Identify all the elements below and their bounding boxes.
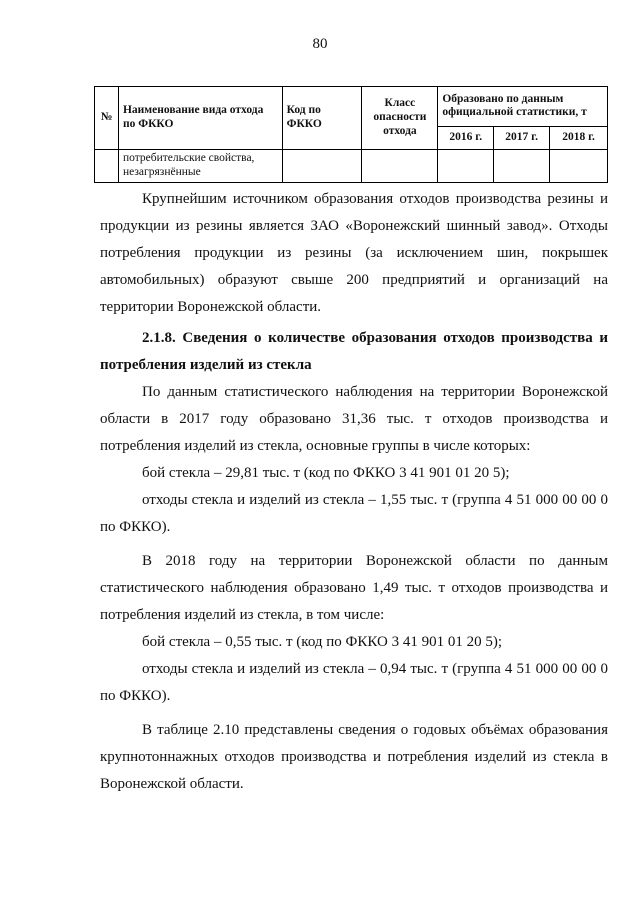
paragraph-2018-glass-breakage: бой стекла – 0,55 тыс. т (код по ФККО 3 41 901 01 20 5);	[142, 634, 503, 650]
col-header-no: №	[95, 87, 119, 150]
col-header-code: Код по ФККО	[282, 87, 362, 150]
cell-no	[95, 150, 119, 183]
col-header-2016: 2016 г.	[438, 126, 494, 149]
body-text	[100, 186, 608, 798]
cell-2017	[494, 150, 550, 183]
paragraph-rubber-sources: Крупнейшим источником образования отходов производства резины и продукции из резины является ЗАО «Воронежский шинный завод». Отходы потребления продукции из резины (за исключением шин, покрышек автомобильных) образуют свыше 200 предприятий и организаций на территории Воронежской области.	[100, 191, 608, 315]
cell-hazard	[362, 150, 438, 183]
col-header-name: Наименование вида отхода по ФККО	[118, 87, 282, 150]
col-header-2017: 2017 г.	[494, 126, 550, 149]
col-header-2018: 2018 г.	[550, 126, 608, 149]
cell-code	[282, 150, 362, 183]
col-header-hazard: Класс опасности отхода	[362, 87, 438, 150]
paragraph-2017-glass-breakage: бой стекла – 29,81 тыс. т (код по ФККО 3 41 901 01 20 5);	[142, 465, 510, 481]
waste-table	[94, 86, 608, 183]
table-row	[95, 150, 608, 183]
page-number: 80	[312, 36, 328, 52]
cell-2018	[550, 150, 608, 183]
paragraph-2017-intro: По данным статистического наблюдения на территории Воронежской области в 2017 году образовано 31,36 тыс. т отходов производства и потребления изделий из стекла, основные группы в числе которых:	[100, 384, 608, 454]
table-header-row	[95, 87, 608, 127]
col-header-statistics: Образовано по данным официальной статистики, т	[438, 87, 608, 127]
section-heading-glass: 2.1.8. Сведения о количестве образования отходов производства и потребления изделий из стекла	[100, 330, 608, 373]
paragraph-2017-glass-waste: отходы стекла и изделий из стекла – 1,55 тыс. т (группа 4 51 000 00 00 0 по ФККО).	[100, 492, 608, 535]
paragraph-2018-intro: В 2018 году на территории Воронежской области по данным статистического наблюдения образовано 1,49 тыс. т отходов производства и потребления изделий из стекла, в том числе:	[100, 553, 608, 623]
cell-name: потребительские свойства, незагрязнённые	[118, 150, 282, 183]
cell-2016	[438, 150, 494, 183]
paragraph-2018-glass-waste: отходы стекла и изделий из стекла – 0,94 тыс. т (группа 4 51 000 00 00 0 по ФККО).	[100, 661, 608, 704]
paragraph-table-reference: В таблице 2.10 представлены сведения о годовых объёмах образования крупнотоннажных отходов производства и потребления изделий из стекла в Воронежской области.	[100, 722, 608, 792]
